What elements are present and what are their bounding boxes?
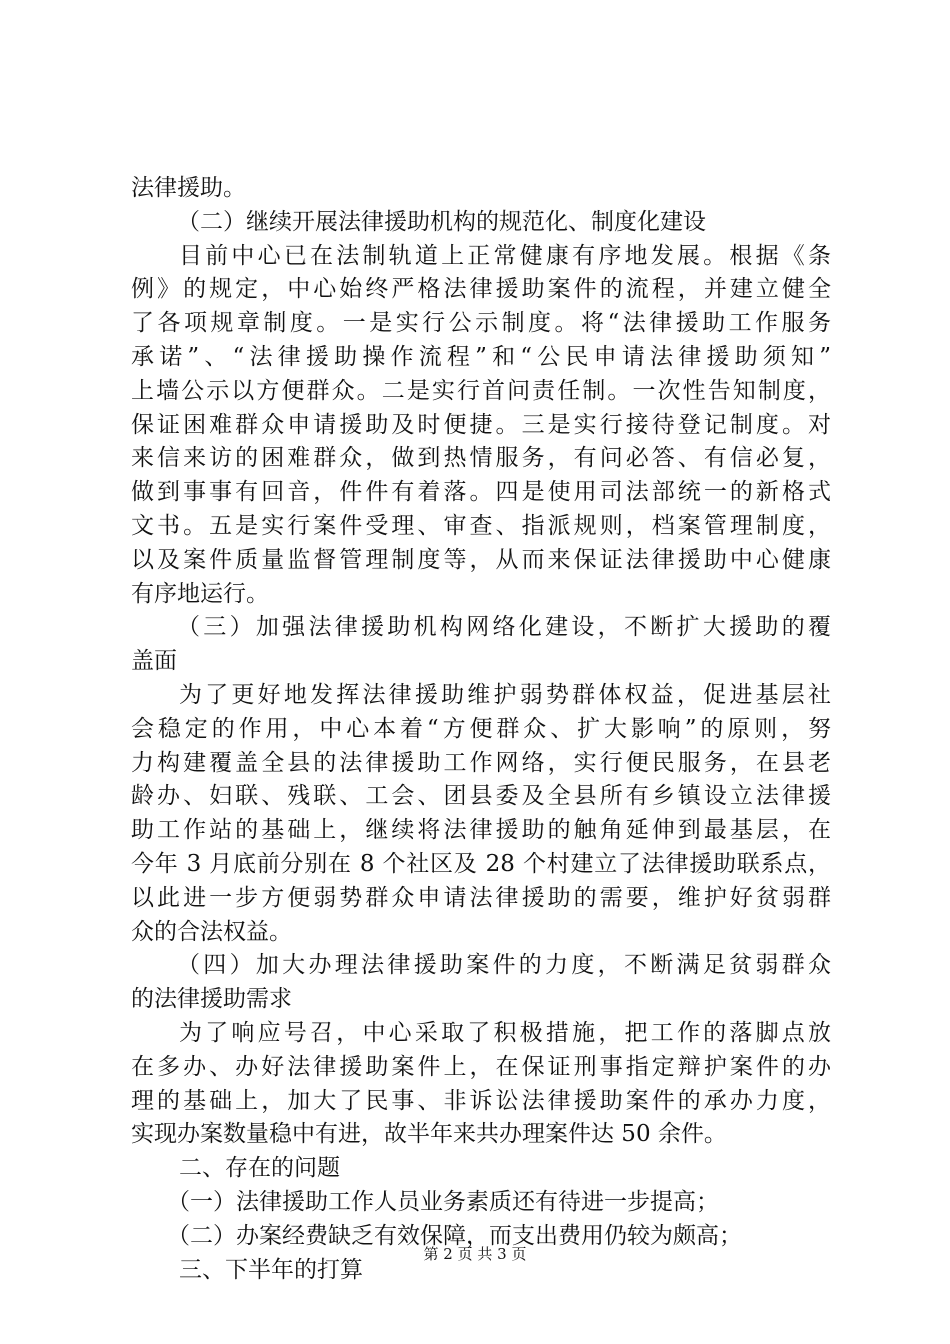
body-line: 会稳定的作用，中心本着“方便群众、扩大影响”的原则，努 [131,715,831,742]
body-line: 法律援助。 [131,175,246,201]
chapter-heading-3: 三、下半年的打算 [179,1256,363,1283]
body-line: 今年 3 月底前分别在 8 个社区及 28 个村建立了法律援助联系点， [131,850,831,877]
body-line: 来信来访的困难群众，做到热情服务，有问必答、有信必复， [131,445,831,472]
section-heading-3: （三）加强法律援助机构网络化建设，不断扩大援助的覆 [177,614,831,641]
document-body [131,172,831,1287]
section-heading-4: （四）加大办理法律援助案件的力度，不断满足贫弱群众 [177,952,831,979]
body-line: 做到事事有回音，件件有着落。四是使用司法部统一的新格式 [131,479,831,506]
body-line: 助工作站的基础上，继续将法律援助的触角延伸到最基层，在 [131,817,831,844]
issue-item-1: （一）法律援助工作人员业务素质还有待进一步提高； [167,1188,719,1215]
body-line: 众的合法权益。 [131,918,292,945]
section-heading-4-cont: 的法律援助需求 [131,986,292,1013]
section-heading-3-cont: 盖面 [131,648,177,675]
body-line: 以此进一步方便弱势群众申请法律援助的需要，维护好贫弱群 [131,884,831,911]
body-line: 为了响应号召，中心采取了积极措施，把工作的落脚点放 [179,1019,831,1046]
body-line: 承诺”、“法律援助操作流程”和“公民申请法律援助须知” [131,343,831,370]
chapter-heading-2: 二、存在的问题 [179,1155,340,1182]
body-line: 了各项规章制度。一是实行公示制度。将“法律援助工作服务 [131,310,831,337]
issue-item-2: （二）办案经费缺乏有效保障，而支出费用仍较为颇高； [167,1222,742,1249]
body-line: 理的基础上，加大了民事、非诉讼法律援助案件的承办力度， [131,1087,831,1114]
body-line: 保证困难群众申请援助及时便捷。三是实行接待登记制度。对 [131,411,831,438]
body-line: 龄办、妇联、残联、工会、团县委及全县所有乡镇设立法律援 [131,783,831,810]
body-line: 目前中心已在法制轨道上正常健康有序地发展。根据《条 [179,242,831,269]
body-line: 实现办案数量稳中有进，故半年来共办理案件达 50 余件。 [131,1121,727,1148]
section-heading-2: （二）继续开展法律援助机构的规范化、制度化建设 [177,208,706,235]
body-line: 力构建覆盖全县的法律援助工作网络，实行便民服务，在县老 [131,749,831,776]
body-line: 上墙公示以方便群众。二是实行首问责任制。一次性告知制度， [131,377,831,404]
body-line: 以及案件质量监督管理制度等，从而来保证法律援助中心健康 [131,546,831,573]
body-line: 为了更好地发挥法律援助维护弱势群体权益，促进基层社 [179,681,831,708]
body-line: 例》的规定，中心始终严格法律援助案件的流程，并建立健全 [131,276,831,303]
body-line: 文书。五是实行案件受理、审查、指派规则，档案管理制度， [131,512,831,539]
page-number-footer: 第 2 页 共 3 页 [423,1245,527,1263]
body-line: 在多办、办好法律援助案件上，在保证刑事指定辩护案件的办 [131,1053,831,1080]
body-line: 有序地运行。 [131,580,269,607]
